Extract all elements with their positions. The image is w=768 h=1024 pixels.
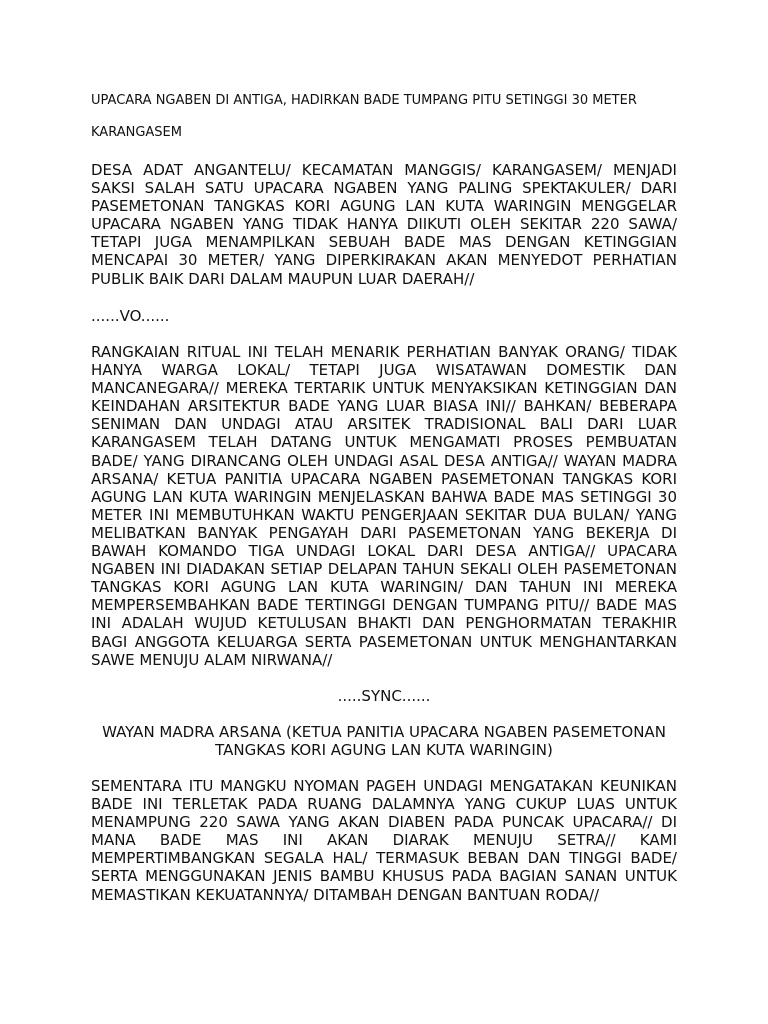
paragraph-voiceover: RANGKAIAN RITUAL INI TELAH MENARIK PERHATIAN BANYAK ORANG/ TIDAK HANYA WARGA LOKAL/ TETAPI JUGA WISATAWAN DOMESTIK DAN MANCANEGARA// MEREKA TERTARIK UNTUK MENYAKSIKAN KETINGGIAN DAN KEINDAHAN ARSITEKTUR BADE YANG LUAR BIASA INI// BAHKAN/ BEBERAPA SENIMAN DAN UNDAGI ATAU ARSITEK TRADISIONAL BALI DARI LUAR KARANGASEM TELAH DATANG UNTUK MENGAMATI PROSES PEMBUATAN BADE/ YANG DIRANCANG OLEH UNDAGI ASAL DESA ANTIGA// WAYAN MADRA ARSANA/ KETUA PANITIA UPACARA NGABEN PASEMETONAN TANGKAS KORI AGUNG LAN KUTA WARINGIN MENJELASKAN BAHWA BADE MAS SETINGGI 30 METER INI MEMBUTUHKAN WAKTU PENGERJAAN SEKITAR DUA BULAN/ YANG MELIBATKAN BANYAK PENGAYAH DARI PASEMETONAN YANG BEKERJA DI BAWAH KOMANDO TIGA UNDAGI LOKAL DARI DESA ANTIGA// UPACARA NGABEN INI DIADAKAN SETIAP DELAPAN TAHUN SEKALI OLEH PASEMETONAN TANGKAS KORI AGUNG LAN KUTA WARINGIN/ DAN TAHUN INI MEREKA MEMPERSEMBAHKAN BADE TERTINGGI DENGAN TUMPANG PITU// BADE MAS INI ADALAH WUJUD KETULUSAN BHAKTI DAN PENGHORMATAN TERAKHIR BAGI ANGGOTA KELUARGA SERTA PASEMETONAN UNTUK MENGHANTARKAN SAWE MENUJU ALAM NIRWANA// (91, 343, 677, 669)
vo-marker: ......VO...... (91, 307, 170, 325)
paragraph-closing: SEMENTARA ITU MANGKU NYOMAN PAGEH UNDAGI MENGATAKAN KEUNIKAN BADE INI TERLETAK PADA RUANG DALAMNYA YANG CUKUP LUAS UNTUK MENAMPUNG 220 SAWA YANG AKAN DIABEN PADA PUNCAK UPACARA// DI MANA BADE MAS INI AKAN DIARAK MENUJU SETRA// KAMI MEMPERTIMBANGKAN SEGALA HAL/ TERMASUK BEBAN DAN TINGGI BADE/ SERTA MENGGUNAKAN JENIS BAMBU KHUSUS PADA BAGIAN SANAN UNTUK MEMASTIKAN KEKUATANNYA/ DITAMBAH DENGAN BANTUAN RODA// (91, 777, 677, 904)
paragraph-intro: DESA ADAT ANGANTELU/ KECAMATAN MANGGIS/ KARANGASEM/ MENJADI SAKSI SALAH SATU UPACARA NGABEN YANG PALING SPEKTAKULER/ DARI PASEMETONAN TANGKAS KORI AGUNG LAN KUTA WARINGIN MENGGELAR UPACARA NGABEN YANG TIDAK HANYA DIIKUTI OLEH SEKITAR 220 SAWA/ TETAPI JUGA MENAMPILKAN SEBUAH BADE MAS DENGAN KETINGGIAN MENCAPAI 30 METER/ YANG DIPERKIRAKAN AKAN MENYEDOT PERHATIAN PUBLIK BAIK DARI DALAM MAUPUN LUAR DAERAH// (91, 161, 677, 288)
speaker-caption: WAYAN MADRA ARSANA (KETUA PANITIA UPACARA NGABEN PASEMETONAN TANGKAS KORI AGUNG LAN KUTA WARINGIN) (102, 723, 666, 759)
document-title: UPACARA NGABEN DI ANTIGA, HADIRKAN BADE TUMPANG PITU SETINGGI 30 METER (91, 93, 637, 108)
dateline: KARANGASEM (91, 125, 182, 140)
sync-marker: .....SYNC...... (337, 687, 431, 705)
